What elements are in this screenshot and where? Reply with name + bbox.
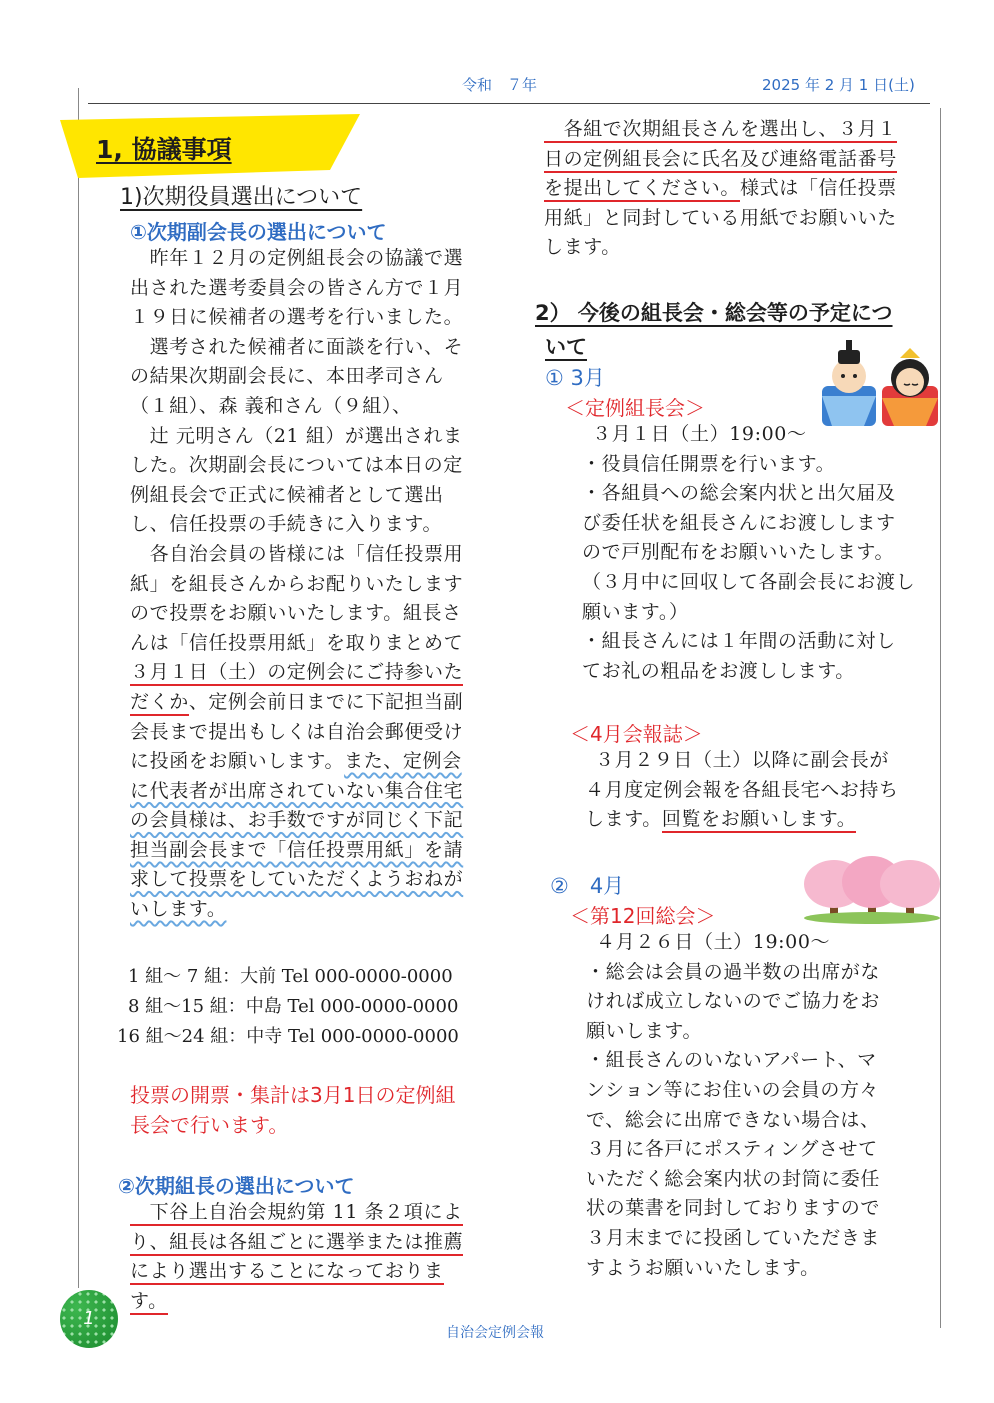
notice-line: 長会で行います。 [130,1113,289,1137]
paragraph-line [130,806,500,836]
right-margin-rule [940,108,941,1328]
april-subheading: ＜第12回総会＞ [570,904,716,928]
paragraph-line: 昨年１２月の定例組長会の協議で選 [130,247,464,269]
wavy-underlined-text: 求して投票をしていただくようおねが [130,868,464,891]
march-paragraph [582,420,932,686]
paragraph-line: ４月２６日（土）19:00～ [596,931,831,953]
paragraph-line: ３月末までに投函していただきま [586,1226,881,1249]
underlined-text: 各組で次期組長さんを選出し、３月１ [544,118,897,143]
paragraph-line [130,895,500,925]
section1-title: 1, 協議事項 [96,135,232,164]
paragraph-line: （１組）、森 義和さん（９組）、 [130,394,412,417]
underlined-text: 回覧をお願いします。 [662,808,856,833]
item1-heading: ①次期副会長の選出について [130,220,387,244]
paragraph-line [130,1228,500,1258]
paragraph-line: ので投票をお願いいたします。組長さ [130,602,462,625]
paragraph-line: （３月中に回収して各副会長にお渡し [582,570,916,593]
section1-subheading: 1)次期役員選出について [120,185,363,210]
report-subheading: ＜4月会報誌＞ [570,722,703,746]
march-subheading: ＜定例組長会＞ [565,396,705,420]
left-margin-rule [78,88,79,1288]
section2-title-text: 2） 今後の組長会・総会等の予定につ [535,301,893,325]
paragraph-line: んは「信任投票用紙」を取りまとめて [130,631,464,654]
header-rule [88,103,930,104]
paragraph-line [544,174,934,204]
contact-item: 1 組～ 7 組：大前 Tel 000-0000-0000 [128,966,453,987]
section2-title-line [535,296,893,330]
item2-paragraph [130,1198,500,1316]
paragraph-line [130,1198,500,1228]
section2-title-text: いて [545,335,587,359]
paragraph-line: 願いします。 [586,1019,703,1042]
paragraph-line: 会長まで提出もしくは自治会郵便受け [130,720,464,743]
paragraph-line: 用紙」と同封している用紙でお願いいた [544,206,897,229]
underlined-text: 下谷上自治会規約第 11 条２項によ [130,1201,463,1226]
paragraph-line [585,805,935,835]
march-heading: ① 3月 [545,366,605,390]
wavy-underlined-text: に代表者が出席されていない集合住宅 [130,779,464,802]
paragraph-line: ・組長さんのいないアパート、マ [586,1049,877,1072]
footer-publication: 自治会定例会報 [446,1325,544,1341]
counting-notice [130,1080,455,1140]
paragraph-line: 状の葉書を同封しておりますので [586,1197,881,1220]
paragraph-line [130,777,500,807]
paragraph-text: 、定例会前日までに下記担当副 [188,690,464,713]
header-era: 令和 ７年 [462,76,538,94]
paragraph-line [130,658,500,688]
april-paragraph [586,928,936,1283]
hina-dolls-illustration [818,340,940,430]
wavy-underlined-text: の会員様は、お手数ですが同じく下記 [130,809,464,832]
paragraph-line: いただく総会案内状の封筒に委任 [586,1167,881,1190]
paragraph-line: 辻 元明さん（21 組）が選出されま [130,424,463,447]
paragraph-line: ければ成立しないのでご協力をお [586,990,881,1013]
paragraph-line: した。次期副会長については本日の定 [130,454,463,477]
paragraph-line [130,836,500,866]
paragraph-line: の結果次期副会長に、本田孝司さん [130,365,444,388]
paragraph-line: ので戸別配布をお願いいたします。 [582,541,895,564]
contact-item: 16 組～24 組：中寺 Tel 000-0000-0000 [117,1026,459,1047]
paragraph-line [130,688,500,718]
cherry-blossom-illustration [802,854,942,924]
paragraph-line: ４月度定例会報を各組長宅へお持ち [585,778,899,801]
paragraph-line: 例組長会で正式に候補者として選出 [130,483,444,506]
paragraph-line: ・総会は会員の過半数の出席がな [586,960,881,983]
underlined-text: により選出することになっておりま [130,1260,444,1285]
paragraph-text: に投函をお願いします。 [130,750,345,773]
paragraph-text: 様式は「信任投票 [740,177,897,200]
paragraph-line: 願います。） [582,600,689,623]
paragraph-line: ・各組員への総会案内状と出欠届及 [582,482,896,505]
paragraph-line: すようお願いいたします。 [586,1256,820,1279]
item2-heading: ②次期組長の選出について [118,1174,355,1198]
paragraph-line: 出された選考委員会の皆さん方で１月 [130,276,464,299]
paragraph-text: します。 [585,808,662,831]
notice-line: 投票の開票・集計は3月1日の定例組 [130,1083,456,1107]
paragraph-line: ３月１日（土）19:00～ [592,423,807,445]
contact-item: 8 組～15 組：中島 Tel 000-0000-0000 [128,996,459,1017]
underlined-text: だくか [130,691,189,716]
paragraph-line: １９日に候補者の選考を行いました。 [130,306,464,329]
wavy-underlined-text: いします。 [130,898,227,921]
paragraph-line [544,115,934,145]
paragraph-line: し、信任投票の手続きに入ります。 [130,513,443,536]
paragraph-line: します。 [544,236,621,259]
paragraph-line: 選考された候補者に面談を行い、そ [130,335,464,358]
paragraph-line: ３月２９日（土）以降に副会長が [595,749,890,771]
paragraph-line: 紙」を組長さんからお配りいたします [130,572,464,595]
paragraph-line: ３月に各戸にポスティングさせて [586,1138,878,1161]
wavy-underlined-text: 担当副会長まで「信任投票用紙」を請 [130,838,464,861]
april-heading: ② 4月 [550,874,625,898]
paragraph-line: び委任状を組長さんにお渡しします [582,511,896,534]
underlined-text: を提出してください。 [544,177,740,202]
report-paragraph [585,746,935,835]
header-date: 2025 年 2 月 1 日(土) [762,76,915,94]
paragraph-line: 各自治会員の皆様には「信任投票用 [130,542,464,565]
paragraph-line [130,747,500,777]
underlined-text: ３月１日（土）の定例会にご持参いた [130,661,463,686]
page-number-badge: 1 [60,1290,118,1348]
underlined-text: り、組長は各組ごとに選挙または推薦 [130,1231,463,1256]
underlined-text: 日の定例組長会に氏名及び連絡電話番号 [544,148,897,173]
paragraph-line [130,1287,500,1317]
paragraph-line: ・役員信任開票を行います。 [582,452,836,475]
paragraph-line [130,865,500,895]
paragraph-line [544,145,934,175]
contact-list [117,962,459,1052]
paragraph-line [130,1257,500,1287]
paragraph-line: ・組長さんには１年間の活動に対し [582,630,896,653]
paragraph-line: ンション等にお住いの会員の方々 [586,1078,880,1101]
item1-paragraph [130,244,500,925]
underlined-text: す。 [130,1290,168,1315]
wavy-underlined-text: また、定例会 [344,750,462,773]
paragraph-line: てお礼の粗品をお渡しします。 [582,659,855,682]
paragraph-line: で、総会に出席できない場合は、 [586,1108,880,1131]
right-top-paragraph [544,115,934,263]
